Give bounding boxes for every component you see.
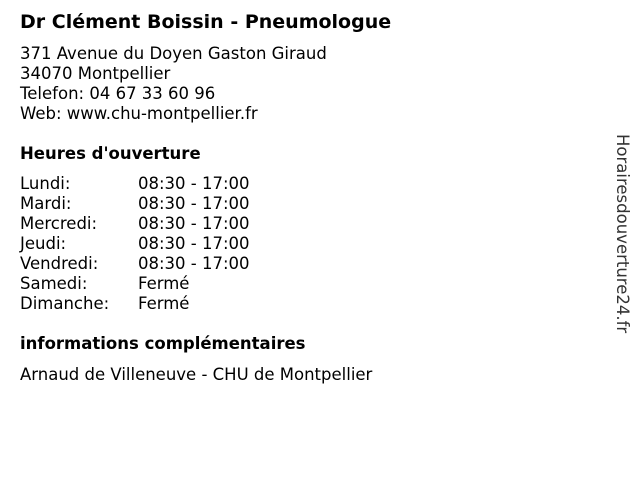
address-city: 34070 Montpellier bbox=[20, 64, 171, 83]
day-hours: 08:30 - 17:00 bbox=[138, 254, 250, 273]
hours-row-wednesday bbox=[20, 214, 250, 234]
website: Web: www.chu-montpellier.fr bbox=[20, 104, 258, 123]
day-hours: Fermé bbox=[138, 274, 190, 293]
hours-row-sunday bbox=[20, 294, 250, 314]
address-street: 371 Avenue du Doyen Gaston Giraud bbox=[20, 44, 327, 63]
hours-row-tuesday bbox=[20, 194, 250, 214]
hours-row-monday bbox=[20, 174, 250, 194]
day-label: Dimanche: bbox=[20, 294, 110, 313]
hours-row-saturday bbox=[20, 274, 250, 294]
day-label: Mercredi: bbox=[20, 214, 98, 233]
opening-hours-table bbox=[20, 174, 250, 314]
phone-number: Telefon: 04 67 33 60 96 bbox=[20, 84, 216, 103]
day-label: Samedi: bbox=[20, 274, 88, 293]
day-hours: Fermé bbox=[138, 294, 190, 313]
day-hours: 08:30 - 17:00 bbox=[138, 234, 250, 253]
watermark-text: Horairesdouverture24.fr bbox=[613, 134, 632, 334]
page-title: Dr Clément Boissin - Pneumologue bbox=[20, 11, 392, 33]
watermark bbox=[612, 134, 632, 344]
day-hours: 08:30 - 17:00 bbox=[138, 194, 250, 213]
hours-row-thursday bbox=[20, 234, 250, 254]
day-label: Mardi: bbox=[20, 194, 72, 213]
day-label: Lundi: bbox=[20, 174, 71, 193]
hours-row-friday bbox=[20, 254, 250, 274]
day-hours: 08:30 - 17:00 bbox=[138, 174, 250, 193]
day-label: Vendredi: bbox=[20, 254, 99, 273]
additional-info-text: Arnaud de Villeneuve - CHU de Montpellier bbox=[20, 365, 373, 384]
address-block bbox=[20, 44, 327, 124]
day-label: Jeudi: bbox=[20, 234, 67, 253]
opening-hours-heading: Heures d'ouverture bbox=[20, 144, 201, 163]
additional-info-heading: informations complémentaires bbox=[20, 334, 306, 353]
day-hours: 08:30 - 17:00 bbox=[138, 214, 250, 233]
